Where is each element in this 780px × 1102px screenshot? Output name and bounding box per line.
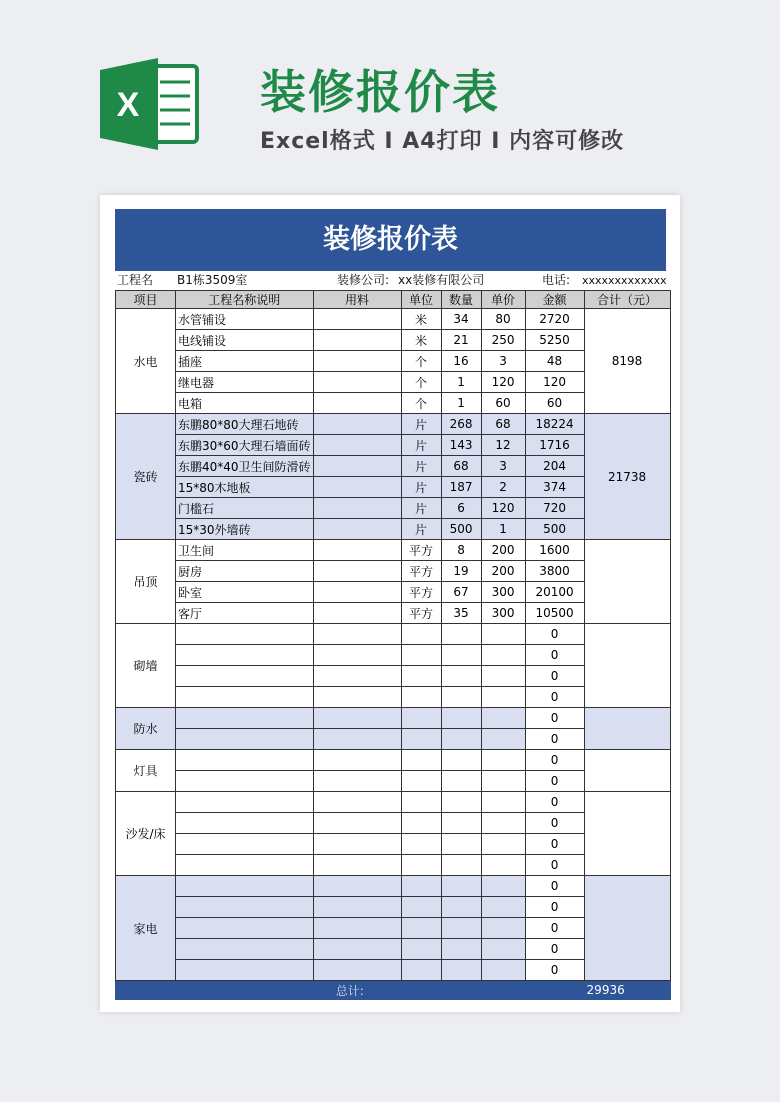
unit-cell[interactable]: [401, 855, 441, 876]
unit-cell[interactable]: 片: [401, 414, 441, 435]
category-cell[interactable]: 防水: [116, 708, 176, 750]
material-cell[interactable]: [313, 372, 401, 393]
quantity-cell[interactable]: [441, 687, 481, 708]
amount-cell[interactable]: 0: [525, 897, 584, 918]
unit-cell[interactable]: [401, 708, 441, 729]
unit-price-cell[interactable]: [481, 897, 525, 918]
item-name-cell[interactable]: 继电器: [176, 372, 314, 393]
quantity-cell[interactable]: 143: [441, 435, 481, 456]
unit-price-cell[interactable]: [481, 750, 525, 771]
company-value: xx装修有限公司: [398, 273, 485, 287]
unit-cell[interactable]: [401, 687, 441, 708]
unit-price-cell[interactable]: [481, 645, 525, 666]
column-header: 单位: [401, 291, 441, 309]
phone-label: 电话:: [542, 273, 571, 287]
unit-cell[interactable]: 平方: [401, 603, 441, 624]
material-cell[interactable]: [313, 876, 401, 897]
unit-price-cell[interactable]: [481, 624, 525, 645]
amount-cell[interactable]: 18224: [525, 414, 584, 435]
quantity-cell[interactable]: [441, 771, 481, 792]
project-value: B1栋3509室: [177, 273, 248, 287]
amount-cell[interactable]: 204: [525, 456, 584, 477]
unit-price-cell[interactable]: [481, 708, 525, 729]
item-name-cell[interactable]: 电箱: [176, 393, 314, 414]
material-cell[interactable]: [313, 813, 401, 834]
column-header: 单价: [481, 291, 525, 309]
unit-cell[interactable]: 片: [401, 435, 441, 456]
material-cell[interactable]: [313, 414, 401, 435]
item-name-cell[interactable]: [176, 876, 314, 897]
group-total-cell[interactable]: [584, 624, 670, 708]
unit-price-cell[interactable]: [481, 687, 525, 708]
unit-cell[interactable]: [401, 750, 441, 771]
amount-cell[interactable]: 0: [525, 666, 584, 687]
quantity-cell[interactable]: 268: [441, 414, 481, 435]
column-header: 用料: [313, 291, 401, 309]
quantity-cell[interactable]: [441, 792, 481, 813]
group-total-cell[interactable]: [584, 540, 670, 624]
quantity-cell[interactable]: 500: [441, 519, 481, 540]
material-cell[interactable]: [313, 939, 401, 960]
material-cell[interactable]: [313, 897, 401, 918]
project-label: 工程名: [117, 273, 154, 287]
amount-cell[interactable]: 0: [525, 792, 584, 813]
quantity-cell[interactable]: 187: [441, 477, 481, 498]
category-cell[interactable]: 家电: [116, 876, 176, 981]
unit-cell[interactable]: 平方: [401, 561, 441, 582]
item-name-cell[interactable]: [176, 687, 314, 708]
table-row: [116, 792, 671, 813]
item-name-cell[interactable]: 东鹏80*80大理石地砖: [176, 414, 314, 435]
quantity-cell[interactable]: [441, 939, 481, 960]
amount-cell[interactable]: 0: [525, 771, 584, 792]
quantity-cell[interactable]: 6: [441, 498, 481, 519]
amount-cell[interactable]: 0: [525, 750, 584, 771]
quantity-cell[interactable]: [441, 750, 481, 771]
quantity-cell[interactable]: [441, 834, 481, 855]
material-cell[interactable]: [313, 855, 401, 876]
unit-cell[interactable]: 平方: [401, 540, 441, 561]
unit-cell[interactable]: 个: [401, 351, 441, 372]
quantity-cell[interactable]: [441, 918, 481, 939]
quantity-cell[interactable]: [441, 897, 481, 918]
unit-cell[interactable]: [401, 771, 441, 792]
quantity-cell[interactable]: 34: [441, 309, 481, 330]
amount-cell[interactable]: 20100: [525, 582, 584, 603]
amount-cell[interactable]: 0: [525, 939, 584, 960]
item-name-cell[interactable]: 卫生间: [176, 540, 314, 561]
item-name-cell[interactable]: 卧室: [176, 582, 314, 603]
amount-cell[interactable]: 0: [525, 729, 584, 750]
unit-cell[interactable]: [401, 897, 441, 918]
material-cell[interactable]: [313, 687, 401, 708]
group-total-cell[interactable]: [584, 708, 670, 750]
unit-cell[interactable]: [401, 729, 441, 750]
quantity-cell[interactable]: [441, 960, 481, 981]
unit-cell[interactable]: [401, 939, 441, 960]
material-cell[interactable]: [313, 645, 401, 666]
unit-price-cell[interactable]: [481, 666, 525, 687]
amount-cell[interactable]: 500: [525, 519, 584, 540]
quantity-cell[interactable]: 67: [441, 582, 481, 603]
sheet-title: 装修报价表: [115, 209, 666, 271]
amount-cell[interactable]: 3800: [525, 561, 584, 582]
unit-cell[interactable]: 个: [401, 393, 441, 414]
column-header: 工程名称说明: [176, 291, 314, 309]
unit-price-cell[interactable]: 3: [481, 456, 525, 477]
unit-price-cell[interactable]: [481, 729, 525, 750]
material-cell[interactable]: [313, 582, 401, 603]
item-name-cell[interactable]: [176, 771, 314, 792]
table-row: [116, 750, 671, 771]
unit-cell[interactable]: 米: [401, 309, 441, 330]
amount-cell[interactable]: 720: [525, 498, 584, 519]
amount-cell[interactable]: 0: [525, 687, 584, 708]
table-row: [116, 540, 671, 561]
material-cell[interactable]: [313, 540, 401, 561]
material-cell[interactable]: [313, 624, 401, 645]
unit-price-cell[interactable]: 60: [481, 393, 525, 414]
page-title: 装修报价表: [260, 65, 500, 119]
quantity-cell[interactable]: 1: [441, 393, 481, 414]
material-cell[interactable]: [313, 918, 401, 939]
unit-price-cell[interactable]: [481, 876, 525, 897]
unit-cell[interactable]: 片: [401, 477, 441, 498]
item-name-cell[interactable]: 客厅: [176, 603, 314, 624]
unit-cell[interactable]: [401, 960, 441, 981]
material-cell[interactable]: [313, 351, 401, 372]
material-cell[interactable]: [313, 750, 401, 771]
unit-cell[interactable]: [401, 624, 441, 645]
material-cell[interactable]: [313, 498, 401, 519]
unit-price-cell[interactable]: 12: [481, 435, 525, 456]
unit-price-cell[interactable]: [481, 939, 525, 960]
quantity-cell[interactable]: 1: [441, 372, 481, 393]
item-name-cell[interactable]: [176, 813, 314, 834]
item-name-cell[interactable]: [176, 624, 314, 645]
unit-cell[interactable]: [401, 813, 441, 834]
amount-cell[interactable]: 60: [525, 393, 584, 414]
item-name-cell[interactable]: [176, 834, 314, 855]
unit-price-cell[interactable]: [481, 834, 525, 855]
group-total-cell[interactable]: 21738: [584, 414, 670, 540]
unit-cell[interactable]: [401, 792, 441, 813]
material-cell[interactable]: [313, 435, 401, 456]
group-total-cell[interactable]: 8198: [584, 309, 670, 414]
amount-cell[interactable]: 0: [525, 918, 584, 939]
quantity-cell[interactable]: [441, 729, 481, 750]
material-cell[interactable]: [313, 561, 401, 582]
amount-cell[interactable]: 374: [525, 477, 584, 498]
amount-cell[interactable]: 0: [525, 645, 584, 666]
item-name-cell[interactable]: [176, 897, 314, 918]
material-cell[interactable]: [313, 603, 401, 624]
unit-cell[interactable]: [401, 876, 441, 897]
item-name-cell[interactable]: 东鹏30*60大理石墙面砖: [176, 435, 314, 456]
table-row: [116, 624, 671, 645]
category-cell[interactable]: 砌墙: [116, 624, 176, 708]
unit-price-cell[interactable]: [481, 918, 525, 939]
item-name-cell[interactable]: [176, 750, 314, 771]
item-name-cell[interactable]: [176, 666, 314, 687]
unit-price-cell[interactable]: 200: [481, 540, 525, 561]
unit-price-cell[interactable]: [481, 960, 525, 981]
svg-text:X: X: [116, 86, 140, 124]
company-label: 装修公司:: [337, 273, 390, 287]
material-cell[interactable]: [313, 771, 401, 792]
category-cell[interactable]: 吊顶: [116, 540, 176, 624]
table-row: [116, 414, 671, 435]
unit-cell[interactable]: 平方: [401, 582, 441, 603]
amount-cell[interactable]: 0: [525, 624, 584, 645]
grand-total-label: 总计:: [116, 981, 585, 1000]
category-cell[interactable]: 灯具: [116, 750, 176, 792]
item-name-cell[interactable]: [176, 645, 314, 666]
unit-cell[interactable]: [401, 645, 441, 666]
table-row: [116, 309, 671, 330]
quantity-cell[interactable]: 68: [441, 456, 481, 477]
quantity-cell[interactable]: [441, 666, 481, 687]
unit-price-cell[interactable]: 300: [481, 603, 525, 624]
material-cell[interactable]: [313, 477, 401, 498]
item-name-cell[interactable]: [176, 855, 314, 876]
quantity-cell[interactable]: 8: [441, 540, 481, 561]
unit-price-cell[interactable]: [481, 813, 525, 834]
category-cell[interactable]: 沙发/床: [116, 792, 176, 876]
unit-price-cell[interactable]: [481, 792, 525, 813]
material-cell[interactable]: [313, 729, 401, 750]
material-cell[interactable]: [313, 456, 401, 477]
group-total-cell[interactable]: [584, 750, 670, 792]
quantity-cell[interactable]: [441, 645, 481, 666]
amount-cell[interactable]: 0: [525, 876, 584, 897]
column-header: 项目: [116, 291, 176, 309]
table-row: [116, 876, 671, 897]
material-cell[interactable]: [313, 519, 401, 540]
item-name-cell[interactable]: 电线铺设: [176, 330, 314, 351]
category-cell[interactable]: 水电: [116, 309, 176, 414]
page-subtitle: Excel格式 I A4打印 I 内容可修改: [260, 129, 625, 154]
material-cell[interactable]: [313, 960, 401, 981]
amount-cell[interactable]: 0: [525, 708, 584, 729]
item-name-cell[interactable]: 厨房: [176, 561, 314, 582]
quote-table: [115, 290, 671, 1000]
unit-cell[interactable]: 片: [401, 498, 441, 519]
amount-cell[interactable]: 48: [525, 351, 584, 372]
item-name-cell[interactable]: 15*80木地板: [176, 477, 314, 498]
unit-cell[interactable]: [401, 918, 441, 939]
unit-cell[interactable]: 个: [401, 372, 441, 393]
item-name-cell[interactable]: [176, 918, 314, 939]
item-name-cell[interactable]: 门槛石: [176, 498, 314, 519]
amount-cell[interactable]: 1716: [525, 435, 584, 456]
material-cell[interactable]: [313, 666, 401, 687]
item-name-cell[interactable]: [176, 729, 314, 750]
unit-price-cell[interactable]: 1: [481, 519, 525, 540]
grand-total-value[interactable]: 29936: [584, 981, 670, 1000]
item-name-cell[interactable]: 东鹏40*40卫生间防滑砖: [176, 456, 314, 477]
amount-cell[interactable]: 0: [525, 834, 584, 855]
item-name-cell[interactable]: 水管铺设: [176, 309, 314, 330]
quantity-cell[interactable]: 21: [441, 330, 481, 351]
material-cell[interactable]: [313, 708, 401, 729]
unit-price-cell[interactable]: [481, 771, 525, 792]
unit-price-cell[interactable]: 2: [481, 477, 525, 498]
amount-cell[interactable]: 10500: [525, 603, 584, 624]
unit-price-cell[interactable]: 200: [481, 561, 525, 582]
item-name-cell[interactable]: [176, 939, 314, 960]
phone-value: xxxxxxxxxxxxx: [582, 274, 667, 287]
column-header: 数量: [441, 291, 481, 309]
unit-cell[interactable]: [401, 834, 441, 855]
unit-price-cell[interactable]: 80: [481, 309, 525, 330]
item-name-cell[interactable]: [176, 960, 314, 981]
material-cell[interactable]: [313, 330, 401, 351]
unit-price-cell[interactable]: 250: [481, 330, 525, 351]
unit-price-cell[interactable]: 120: [481, 498, 525, 519]
material-cell[interactable]: [313, 792, 401, 813]
unit-price-cell[interactable]: 3: [481, 351, 525, 372]
quantity-cell[interactable]: [441, 708, 481, 729]
quantity-cell[interactable]: [441, 876, 481, 897]
amount-cell[interactable]: 2720: [525, 309, 584, 330]
unit-cell[interactable]: 片: [401, 456, 441, 477]
column-header: 金额: [525, 291, 584, 309]
item-name-cell[interactable]: 插座: [176, 351, 314, 372]
table-row: [116, 708, 671, 729]
grand-total-row: [116, 981, 671, 1000]
unit-cell[interactable]: 米: [401, 330, 441, 351]
group-total-cell[interactable]: [584, 792, 670, 876]
amount-cell[interactable]: 0: [525, 960, 584, 981]
quantity-cell[interactable]: 35: [441, 603, 481, 624]
header-row: [116, 291, 671, 309]
quantity-cell[interactable]: 16: [441, 351, 481, 372]
item-name-cell[interactable]: [176, 792, 314, 813]
material-cell[interactable]: [313, 309, 401, 330]
unit-price-cell[interactable]: 300: [481, 582, 525, 603]
amount-cell[interactable]: 5250: [525, 330, 584, 351]
quantity-cell[interactable]: [441, 855, 481, 876]
amount-cell[interactable]: 120: [525, 372, 584, 393]
unit-cell[interactable]: 片: [401, 519, 441, 540]
material-cell[interactable]: [313, 834, 401, 855]
amount-cell[interactable]: 0: [525, 813, 584, 834]
unit-price-cell[interactable]: [481, 855, 525, 876]
unit-cell[interactable]: [401, 666, 441, 687]
amount-cell[interactable]: 0: [525, 855, 584, 876]
unit-price-cell[interactable]: 68: [481, 414, 525, 435]
excel-logo-icon: [100, 58, 200, 150]
unit-price-cell[interactable]: 120: [481, 372, 525, 393]
quantity-cell[interactable]: [441, 813, 481, 834]
amount-cell[interactable]: 1600: [525, 540, 584, 561]
column-header: 合计（元）: [584, 291, 670, 309]
quantity-cell[interactable]: [441, 624, 481, 645]
item-name-cell[interactable]: [176, 708, 314, 729]
quantity-cell[interactable]: 19: [441, 561, 481, 582]
item-name-cell[interactable]: 15*30外墙砖: [176, 519, 314, 540]
group-total-cell[interactable]: [584, 876, 670, 981]
material-cell[interactable]: [313, 393, 401, 414]
category-cell[interactable]: 瓷砖: [116, 414, 176, 540]
